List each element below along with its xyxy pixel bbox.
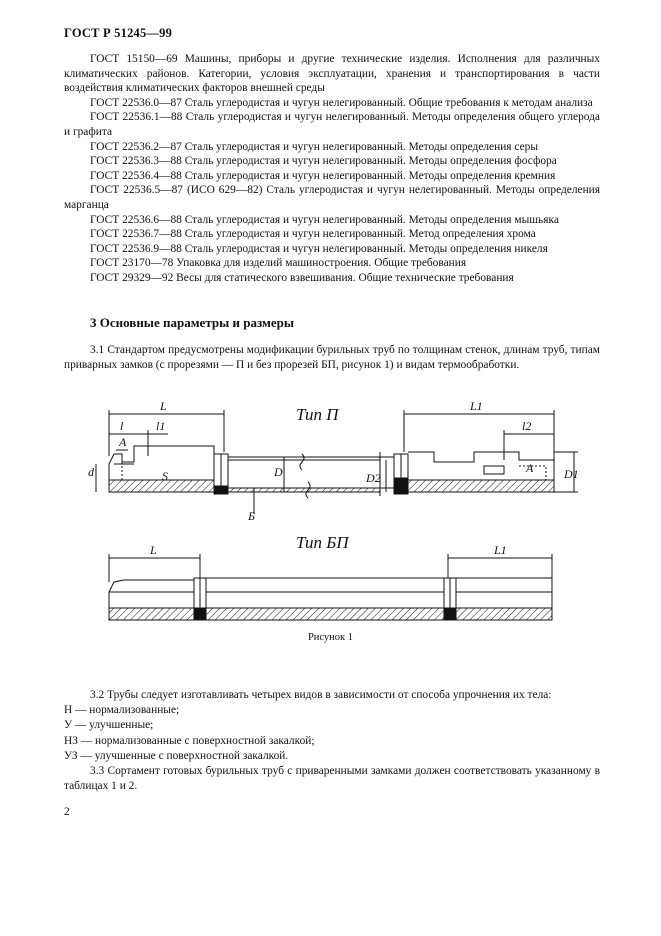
kind-item: Н — нормализованные; <box>64 704 180 717</box>
kind-item: НЗ — нормализованные с поверхностной закалкой; <box>64 734 315 747</box>
dim-label-L: L <box>160 399 167 413</box>
type-bp-label: Тип БП <box>296 533 349 552</box>
dim-label-L1-bp: L1 <box>494 543 507 557</box>
type-p-label: Тип П <box>296 405 339 424</box>
dim-label-D: D <box>274 465 283 479</box>
figure-1 <box>64 396 604 628</box>
dim-label-l1: l1 <box>156 419 166 433</box>
dim-label-A-right: A <box>526 461 534 475</box>
reference-item: ГОСТ 22536.2—87 Сталь углеродистая и чугун нелегированный. Методы определения серы <box>90 140 538 153</box>
reference-item: ГОСТ 23170—78 Упаковка для изделий машиностроения. Общие требования <box>90 257 467 270</box>
normative-references <box>64 52 600 286</box>
reference-item: ГОСТ 22536.3—88 Сталь углеродистая и чугун нелегированный. Методы определения фосфора <box>90 155 557 168</box>
dim-label-A-left: A <box>119 435 127 449</box>
kind-item: УЗ — улучшенные с поверхностной закалкой. <box>64 749 289 762</box>
dim-label-S: S <box>162 469 168 483</box>
dim-label-L1: L1 <box>470 399 483 413</box>
dim-label-L-bp: L <box>150 543 157 557</box>
dim-label-D2: D2 <box>366 471 381 485</box>
dim-label-l: l <box>120 419 124 433</box>
pipe-drawing <box>64 396 604 628</box>
figure-caption: Рисунок 1 <box>307 632 354 643</box>
reference-item: ГОСТ 15150—69 Машины, приборы и другие технические изделия. Исполнения для различных климатических районов. Категории, условия эксплуатации, хранения и транспортирования в части воздействия климатических факторов внешней среды <box>64 53 600 95</box>
dim-label-D1: D1 <box>564 467 579 481</box>
section-title: 3 Основные параметры и размеры <box>90 315 295 330</box>
dim-label-B: Б <box>248 509 256 523</box>
reference-item: ГОСТ 22536.9—88 Сталь углеродистая и чугун нелегированный. Методы определения никеля <box>90 242 548 255</box>
reference-item: ГОСТ 29329—92 Весы для статического взвешивания. Общие технические требования <box>90 271 514 284</box>
kind-item: У — улучшенные; <box>64 719 154 732</box>
pipe-kinds-section <box>64 688 600 794</box>
reference-item: ГОСТ 22536.6—88 Сталь углеродистая и чугун нелегированный. Методы определения мышьяка <box>90 213 559 226</box>
document-header: ГОСТ Р 51245—99 <box>64 26 173 40</box>
reference-item: ГОСТ 22536.5—87 (ИСО 629—82) Сталь углеродистая и чугун нелегированный. Методы определения марганца <box>64 184 600 211</box>
reference-item: ГОСТ 22536.0—87 Сталь углеродистая и чугун нелегированный. Общие требования к методам анализа <box>90 96 593 109</box>
reference-item: ГОСТ 22536.4—88 Сталь углеродистая и чугун нелегированный. Методы определения кремния <box>90 169 556 182</box>
paragraph-3-2: 3.2 Трубы следует изготавливать четырех видов в зависимости от способа упрочнения их тела: <box>90 689 552 701</box>
dim-label-l2: l2 <box>522 419 532 433</box>
paragraph-3-3: 3.3 Сортамент готовых бурильных труб с приваренными замками должен соответствовать указанному в таблицах 1 и 2. <box>64 765 600 793</box>
page-number: 2 <box>64 806 70 818</box>
dim-label-d: d <box>88 465 94 479</box>
reference-item: ГОСТ 22536.1—88 Сталь углеродистая и чугун нелегированный. Методы определения общего углерода и графита <box>64 111 600 138</box>
reference-item: ГОСТ 22536.7—88 Сталь углеродистая и чугун нелегированный. Метод определения хрома <box>90 228 536 241</box>
paragraph-3-1: 3.1 Стандартом предусмотрены модификации бурильных труб по толщинам стенок, длинам труб, типам приварных замков (с прорезями — П и без прорезей БП, рисунок 1) и видам термообработки. <box>64 344 600 371</box>
